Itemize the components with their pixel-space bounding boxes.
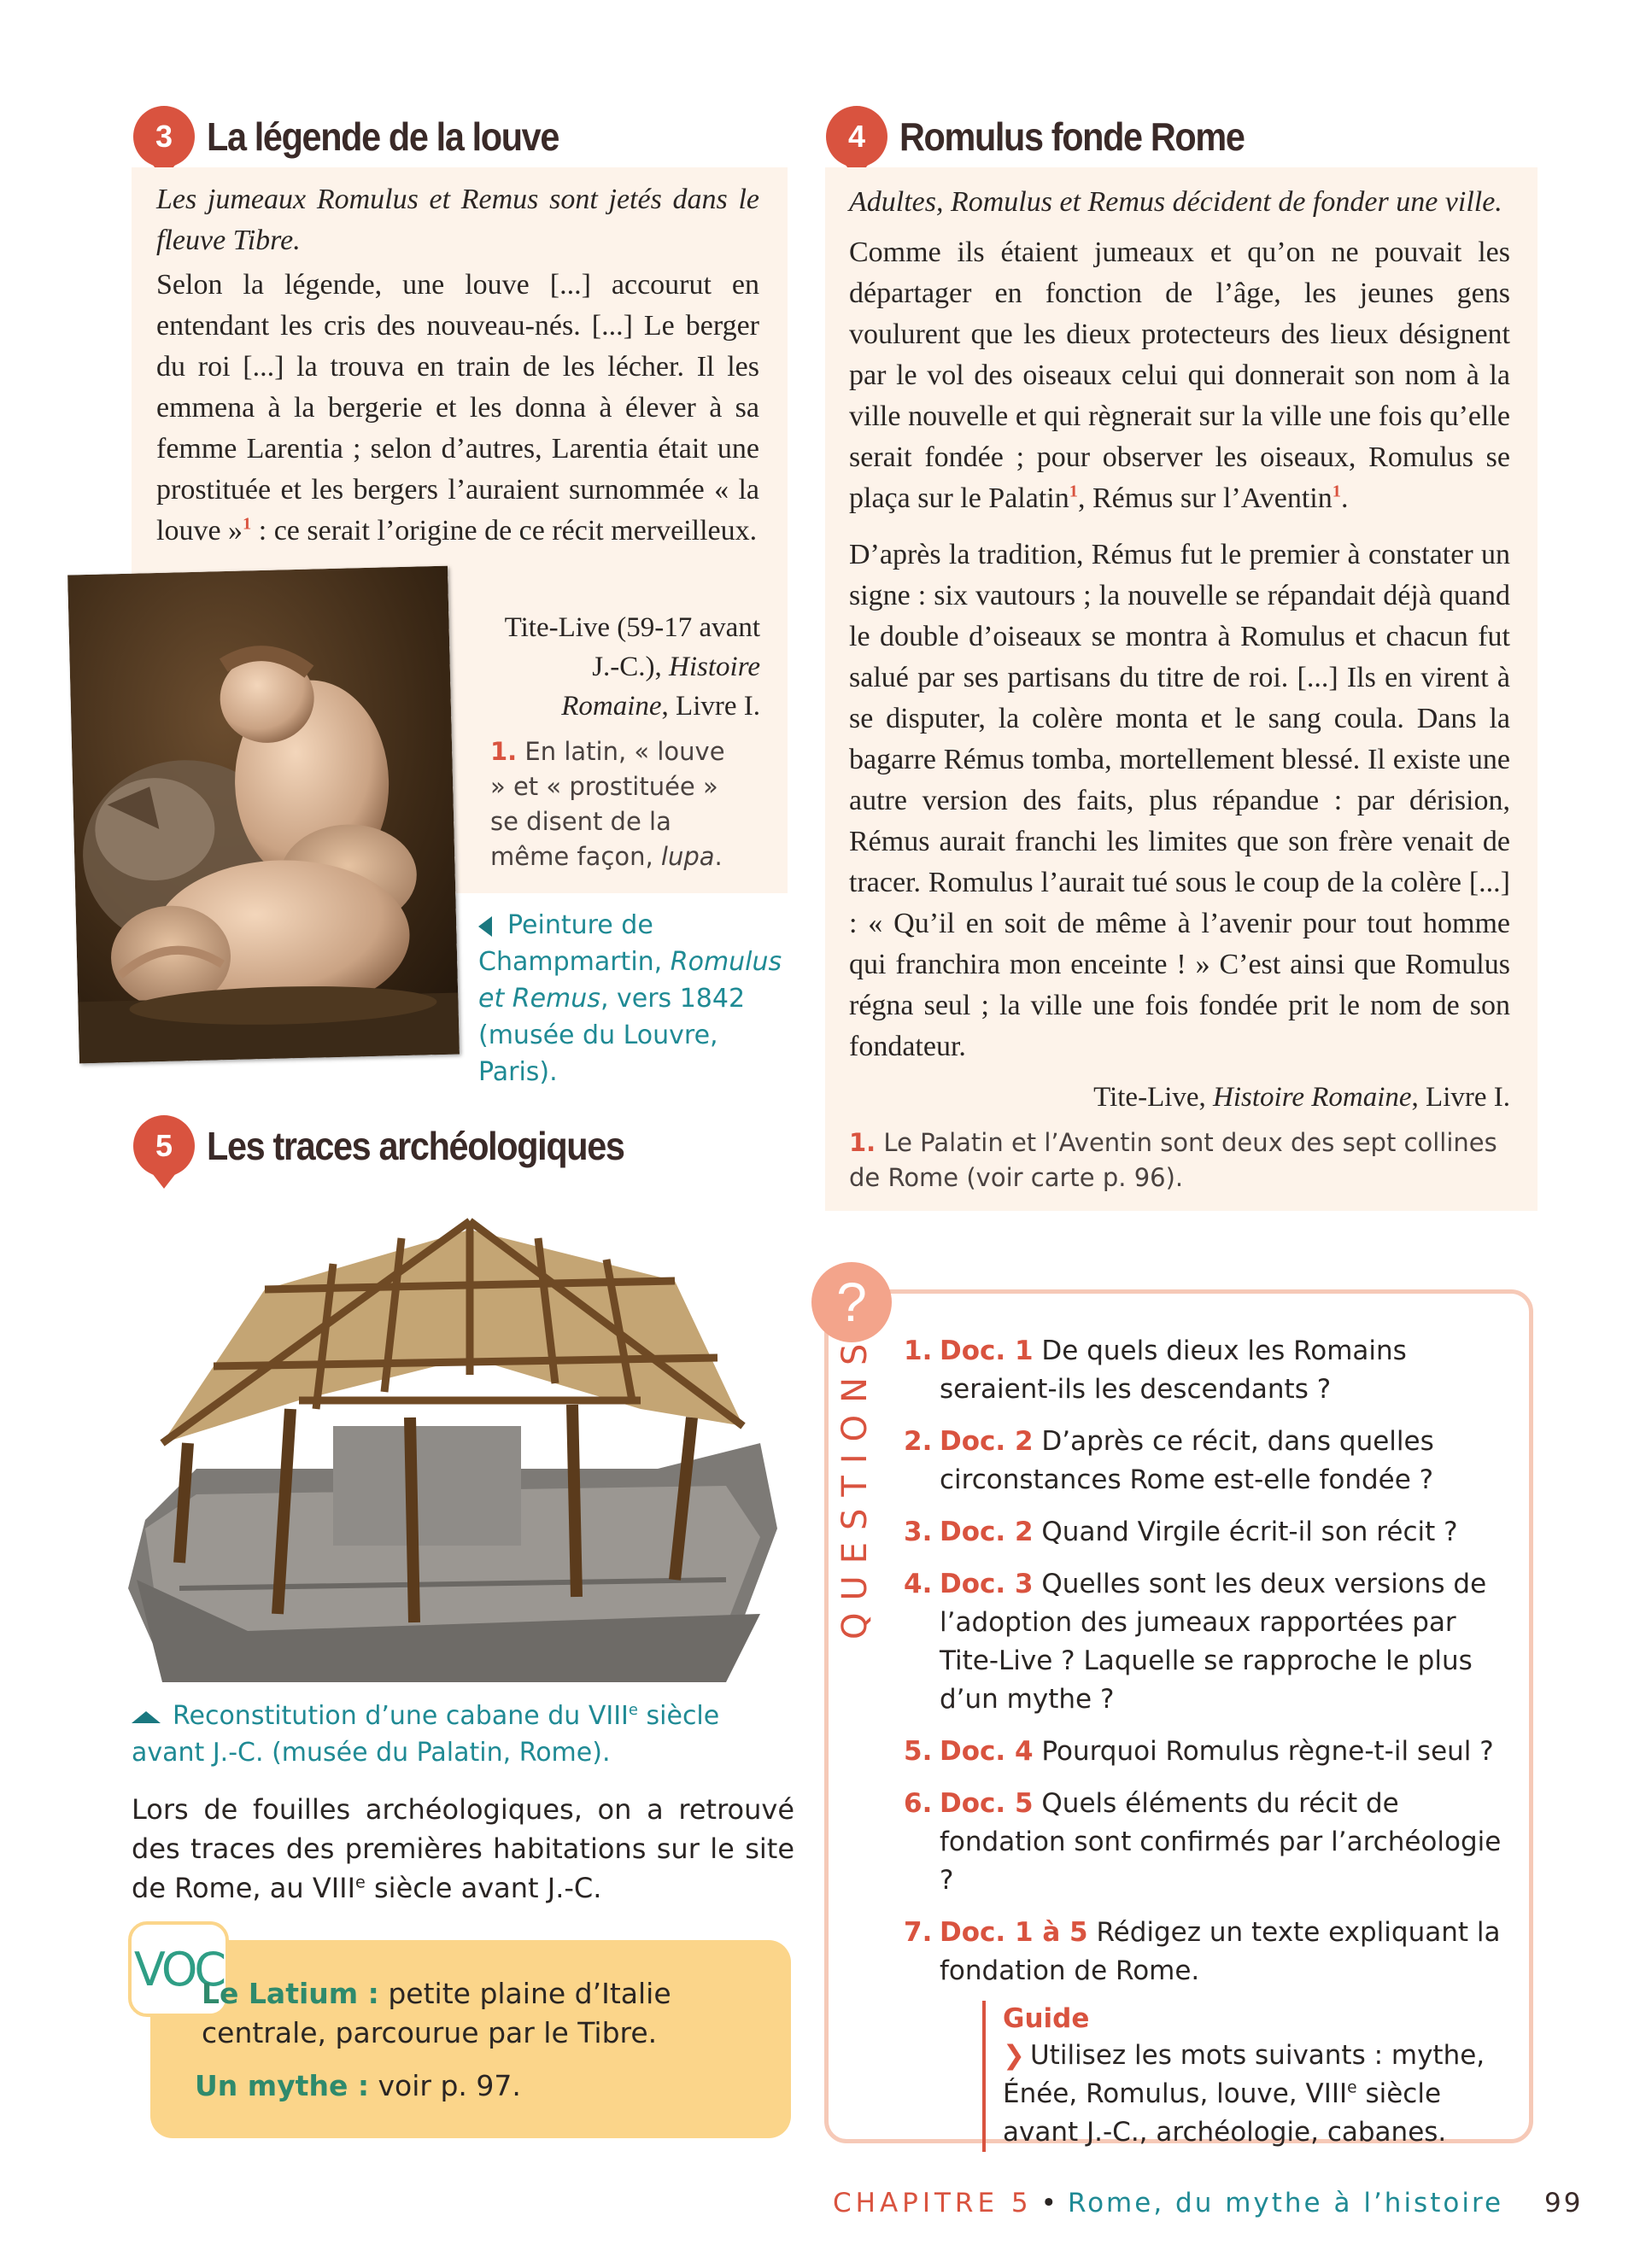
doc4-source [849, 1078, 1510, 1117]
footnote-ref: 1 [1332, 482, 1341, 501]
question-item [904, 1332, 1502, 1409]
caption-title: Romulus et Remus [478, 947, 782, 1014]
doc4-text-b: , Rémus sur l’Aventin [1077, 482, 1332, 514]
question-number: 2. [904, 1426, 933, 1457]
doc5-title: Les traces archéologiques [207, 1124, 624, 1168]
arrow-up-icon [132, 1711, 161, 1723]
doc-number-badge: 3 [133, 106, 195, 167]
guide-title: Guide [1003, 2003, 1090, 2034]
page-footer [833, 2188, 1503, 2218]
arrow-left-icon [478, 916, 492, 937]
doc3-intro: Les jumeaux Romulus et Remus sont jetés dans le fleuve Tibre. [156, 184, 759, 256]
doc4-paragraph-1 [849, 232, 1510, 519]
question-doc: Doc. 2 [940, 1517, 1034, 1547]
footnote-text: En latin, « louve » et « prostituée » se disent de la même façon, [490, 737, 725, 871]
question-text: Pourquoi Romulus règne-t-il seul ? [1033, 1736, 1494, 1767]
questions-list [904, 1332, 1502, 2152]
question-text: Quand Virgile écrit-il son récit ? [1033, 1517, 1458, 1547]
doc5-header [133, 1115, 671, 1177]
doc-number-badge: 4 [826, 106, 887, 167]
caption-end: siècle avant J.-C. (musée du Palatin, Rome). [132, 1701, 720, 1768]
voc-entry-latium [202, 1974, 714, 2053]
guide-text-a: Utilisez les mots suivants : mythe, Énée, Romulus, louve, VIII [1003, 2040, 1485, 2109]
source-author: Tite-Live, [1093, 1082, 1214, 1113]
voc-definition: petite plaine d’Italie centrale, parcourue par le Tibre. [202, 1977, 671, 2049]
footnote-word: lupa [660, 842, 715, 871]
question-number: 1. [904, 1336, 933, 1366]
source-end: , Livre I. [661, 691, 760, 722]
painting-image [67, 566, 460, 1064]
source-title: Histoire Romaine [561, 652, 760, 722]
question-number: 5. [904, 1736, 933, 1767]
footnote-text: Le Palatin et l’Aventin sont deux des sept collines de Rome (voir carte p. 96). [849, 1128, 1497, 1192]
doc5-text-a: Lors de fouilles archéologiques, on a retrouvé des traces des premières habitations sur le site de Rome, au VIII [132, 1793, 794, 1904]
voc-definition: voir p. 97. [369, 2069, 521, 2102]
question-doc: Doc. 4 [940, 1736, 1034, 1767]
source-end: , Livre I. [1411, 1082, 1510, 1113]
doc5-text-b: siècle avant J.-C. [365, 1872, 602, 1904]
question-doc: Doc. 2 [940, 1426, 1034, 1457]
question-doc: Doc. 1 [940, 1336, 1034, 1366]
doc5-text [132, 1790, 794, 1908]
source-title: Histoire Romaine [1213, 1082, 1412, 1113]
text-sup: e [355, 1872, 366, 1892]
doc4-title: Romulus fonde Rome [899, 114, 1245, 159]
doc3-header [133, 106, 598, 167]
doc4-paragraph-2: D’après la tradition, Rémus fut le premier à constater un signe : six vautours ; la nouvelle se répandait déjà quand le double d’oiseaux se montra à Romulus et chacun fut salué par ses partisans du titre de roi. [...] Ils en virent à se disputer, la colère monta et le sang coula. Dans la bagarre Rémus tomba, mortellement blessé. Il existe une autre version des faits, plus répandue : par dérision, Rémus aurait franchi les limites que son frère venait de tracer. Romulus l’aurait tué sous le coup de la colère [...] : « Qu’il en soit de même à l’avenir pour tout homme qui franchira mon enceinte ! » C’est ainsi que Romulus régna seul ; la ville une fois fondée prit le nom de son fondateur. [849, 539, 1510, 1062]
guide-text-b: siècle avant J.-C., archéologie, cabanes. [1003, 2078, 1447, 2148]
hut-reconstruction-image [128, 1187, 777, 1682]
caption-text: Reconstitution d’une cabane du VIII [173, 1701, 629, 1731]
question-item [904, 1785, 1502, 1900]
question-number: 4. [904, 1569, 933, 1599]
question-number: 3. [904, 1517, 933, 1547]
question-number: 6. [904, 1788, 933, 1819]
footnote-number: 1. [490, 737, 518, 766]
bullet-separator: • [1040, 2188, 1059, 2218]
footnote-ref: 1 [243, 514, 252, 534]
doc4-intro: Adultes, Romulus et Remus décident de fonder une ville. [849, 186, 1502, 218]
doc3-text-b: : ce serait l’origine de ce récit merveilleux. [251, 515, 758, 547]
guide-box [982, 2001, 1502, 2152]
question-doc: Doc. 3 [940, 1569, 1034, 1599]
voc-entry-mythe [195, 2066, 776, 2106]
question-mark-icon: ? [811, 1262, 892, 1342]
doc3-source [478, 608, 760, 726]
voc-badge: VOC [128, 1921, 229, 2017]
question-text: Quels éléments du récit de fondation sont confirmés par l’archéologie ? [940, 1788, 1502, 1896]
doc3-caption [478, 907, 794, 1090]
questions-label: QUESTIONS [835, 1331, 875, 1640]
caption-end: , vers 1842 (musée du Louvre, Paris). [478, 984, 746, 1087]
chapter-label: CHAPITRE 5 [833, 2188, 1033, 2218]
page-number: 99 [1544, 2188, 1584, 2218]
question-item [904, 1565, 1502, 1719]
doc4-header [826, 106, 1282, 167]
voc-term: Le Latium : [202, 1977, 379, 2010]
question-item [904, 1914, 1502, 1990]
louve-painting [67, 566, 460, 1064]
question-text: D’après ce récit, dans quelles circonstances Rome est-elle fondée ? [940, 1426, 1434, 1495]
voc-term: Un mythe : [195, 2069, 370, 2102]
question-item [904, 1513, 1502, 1552]
doc4-footnote [849, 1125, 1515, 1195]
footnote-number: 1. [849, 1128, 876, 1157]
doc5-caption [132, 1698, 764, 1771]
doc3-text [156, 265, 759, 552]
source-author: Tite-Live (59-17 avant J.-C.), [504, 612, 760, 682]
doc3-footnote [490, 734, 747, 874]
question-number: 7. [904, 1917, 933, 1948]
question-doc: Doc. 1 à 5 [940, 1917, 1088, 1948]
doc4-text-c: . [1340, 482, 1349, 514]
doc3-title: La légende de la louve [207, 114, 559, 159]
caption-sup: e [628, 1701, 638, 1719]
footnote-end: . [714, 842, 723, 871]
doc-number-badge: 5 [133, 1115, 195, 1177]
question-item [904, 1423, 1502, 1499]
question-text: Rédigez un texte expliquant la fondation de Rome. [940, 1917, 1501, 1986]
hut-illustration [128, 1187, 777, 1682]
guide-sup: e [1347, 2078, 1357, 2097]
doc4-text-a: Comme ils étaient jumeaux et qu’on ne pouvait les départager en fonction de l’âge, les jeunes gens voulurent que les dieux protecteurs des lieux désignent par le vol des oiseaux celui qui donnerait son nom à la ville nouvelle et qui règnerait sur la ville une fois qu’elle serait fondée ; pour observer les oiseaux, Romulus se plaça sur le Palatin [849, 237, 1510, 514]
question-text: Quelles sont les deux versions de l’adoption des jumeaux rapportées par Tite-Live ? Laquelle se rapproche le plus d’un mythe ? [940, 1569, 1487, 1715]
doc3-text-a: Selon la légende, une louve [...] accourut en entendant les cris des nouveau-nés. [...] Le berger du roi [...] la trouva en train de les lécher. Il les emmena à la bergerie et les donna à élever à sa femme Larentia ; selon d’autres, Larentia était une prostituée et les bergers l’auraient surnommée « la louve » [156, 269, 759, 547]
question-text: De quels dieux les Romains seraient-ils les descendants ? [940, 1336, 1407, 1405]
question-doc: Doc. 5 [940, 1788, 1034, 1819]
chapter-title: Rome, du mythe à l’histoire [1067, 2188, 1504, 2218]
guide-text [1003, 2037, 1502, 2152]
caption-text: Peinture de Champmartin, [478, 910, 671, 977]
question-item [904, 1733, 1502, 1771]
chevron-right-icon: ❯ [1003, 2040, 1025, 2071]
footnote-ref: 1 [1069, 482, 1078, 501]
